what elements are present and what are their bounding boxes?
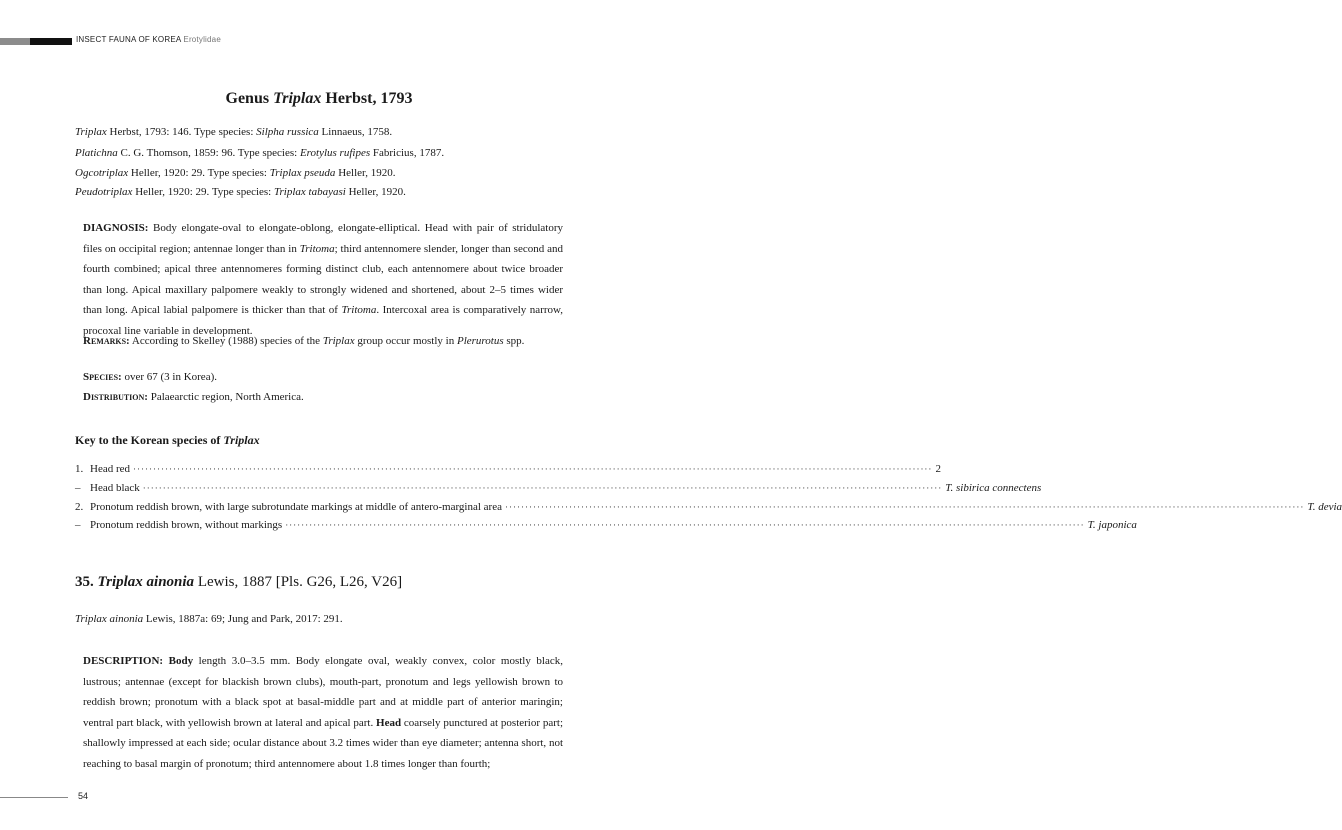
remarks-label: Remarks: — [83, 335, 130, 347]
species-count-line: Species: over 67 (3 in Korea). — [83, 371, 217, 383]
leader-dots: ········································································································································································································ — [285, 520, 1085, 530]
species-heading: 35. Triplax ainonia Lewis, 1887 [Pls. G26, L26, V26] — [75, 574, 403, 590]
genus-name: Triplax — [273, 90, 322, 107]
key-couplet: – Pronotum reddish brown, without markings ········································································································································································································ T. japonica — [75, 519, 1137, 531]
family-name: Erotylidae — [183, 35, 221, 44]
header-bar-black — [30, 38, 72, 45]
leader-dots: ········································································································································································································ — [142, 483, 943, 493]
page-number: 54 — [78, 791, 89, 801]
species-count-label: Species: — [83, 371, 122, 383]
running-header-text — [76, 35, 221, 44]
key-couplet: 2. Pronotum reddish brown, with large subrotundate markings at middle of antero-marginal area ········································································································································································································ T. devia — [75, 501, 1342, 513]
header-bar-gray — [0, 38, 30, 45]
description-label: DESCRIPTION: — [83, 655, 164, 667]
synonym-line: Peudotriplax Heller, 1920: 29. Type species: Triplax tabayasi Heller, 1920. — [75, 186, 406, 198]
species-number: 35. — [75, 574, 94, 590]
species-citation: Triplax ainonia Lewis, 1887a: 69; Jung and Park, 2017: 291. — [75, 613, 343, 625]
synonym-line: Ogcotriplax Heller, 1920: 29. Type species: Triplax pseuda Heller, 1920. — [75, 167, 396, 179]
genus-title: Genus Triplax Herbst, 1793 — [225, 90, 413, 107]
footer-rule — [0, 797, 68, 798]
leader-dots: ········································································································································································································ — [505, 502, 1305, 512]
synonym-line: Triplax Herbst, 1793: 146. Type species: Silpha russica Linnaeus, 1758. — [75, 126, 393, 138]
remarks-line: Remarks: According to Skelley (1988) species of the Triplax group occur mostly in Plerurotus spp. — [83, 335, 525, 347]
diagnosis-label: DIAGNOSIS: — [83, 222, 149, 234]
distribution-line: Distribution: Palaearctic region, North America. — [83, 391, 304, 403]
journal-name: INSECT FAUNA OF KOREA — [76, 35, 181, 44]
key-couplet: 1. Head red ········································································································································································································ 2 — [75, 463, 941, 475]
key-title: Key to the Korean species of Triplax — [75, 433, 260, 447]
diagnosis-paragraph: DIAGNOSIS: Body elongate-oval to elongate-oblong, elongate-elliptical. Head with pair of stridulatory files on occipital region; antennae longer than in Tritoma; third antennomere slender, longer than second and fourth combined; apical three antennomeres forming distinct club, each antennomere about twice broader than long. Apical maxillary palpomere weakly to strongly widened and shortened, about 2–5 times wider than long. Apical labial palpomere is thicker than that of Tritoma. Intercoxal area is comparatively narrow, procoxal line variable in development. — [83, 222, 563, 337]
description-paragraph: DESCRIPTION: Body length 3.0–3.5 mm. Body elongate oval, weakly convex, color mostly black, lustrous; antennae (except for blackish brown clubs), mouth-part, pronotum and legs yellowish brown to reddish brown; pronotum with a black spot at basal-middle part and at middle part of anterior maringin; ventral part black, with yellowish brown at lateral and apical part. Head coarsely punctured at posterior part; shallowly impressed at each side; ocular distance about 3.2 times wider than eye diameter; antenna short, not reaching to basal margin of pronotum; third antennomere about 1.8 times longer than fourth; — [83, 655, 563, 770]
leader-dots: ········································································································································································································ — [133, 464, 933, 474]
key-couplet: – Head black ········································································································································································································ T. sibirica connectens — [75, 482, 1042, 494]
distribution-label: Distribution: — [83, 391, 148, 403]
synonym-line: Platichna C. G. Thomson, 1859: 96. Type species: Erotylus rufipes Fabricius, 1787. — [75, 147, 445, 159]
species-name: Triplax ainonia — [97, 574, 195, 590]
running-header — [0, 35, 652, 48]
